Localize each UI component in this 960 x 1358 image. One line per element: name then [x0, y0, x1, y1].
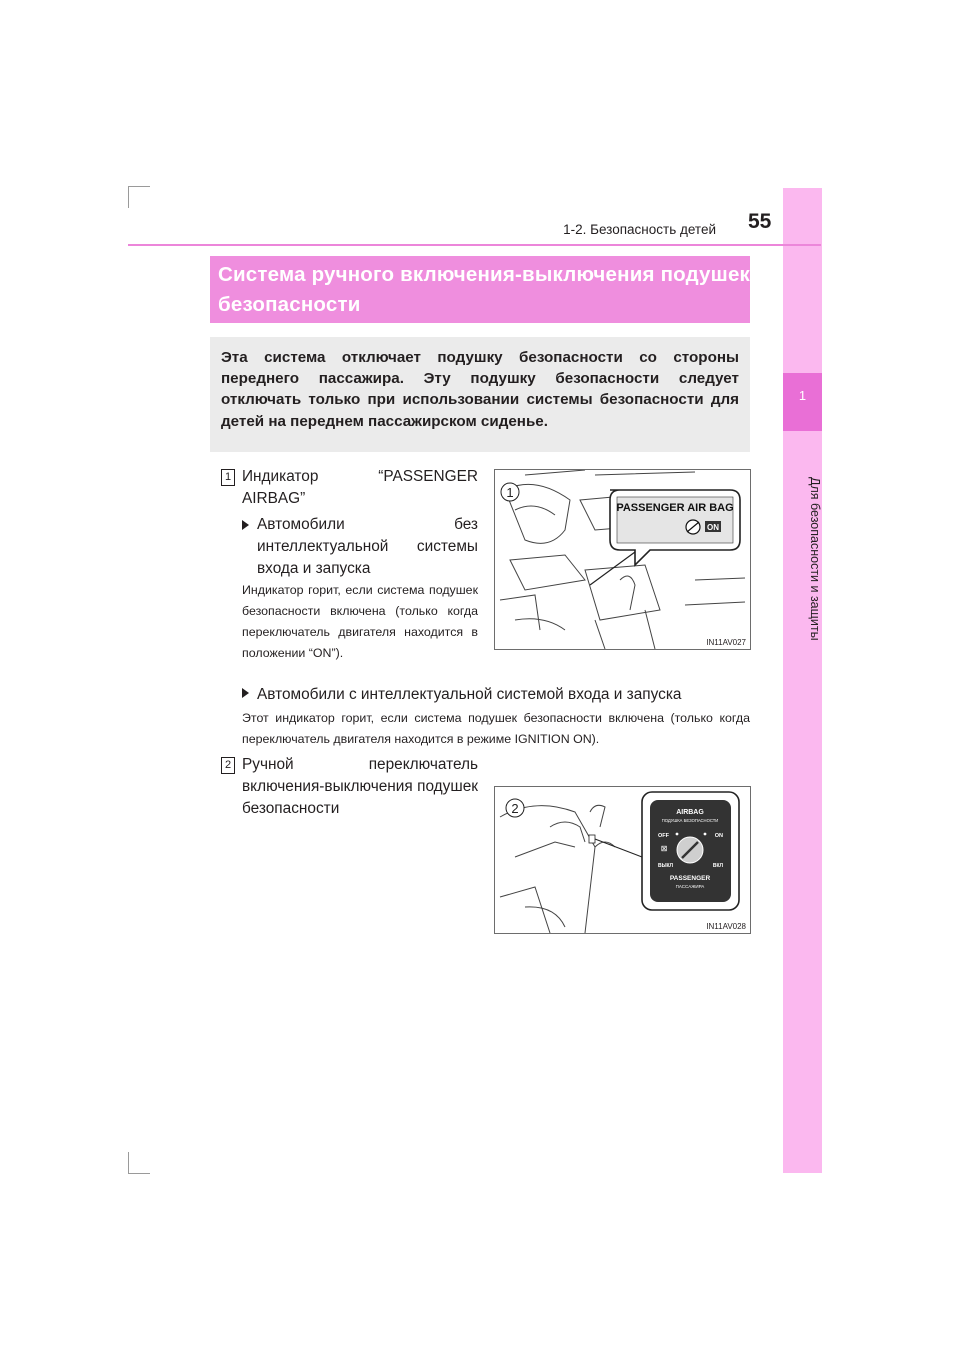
figure-dashboard-indicator [494, 469, 751, 650]
switch-passenger-ru-label: ПАССАЖИРА [675, 884, 705, 889]
switch-on-ru-label: ВКЛ [712, 863, 723, 869]
figure-airbag-switch [494, 786, 751, 934]
crop-mark-bottom-vertical [128, 1152, 129, 1174]
figure1-callout: 1 [506, 485, 514, 500]
section-title: 1-2. Безопасность детей [563, 222, 716, 237]
item2-heading: Ручной переключатель включения-выключения подушек безопасности [242, 756, 478, 817]
page-title-line2: безопасности [218, 293, 361, 316]
airbag-off-symbol-icon: ⊠ [660, 844, 668, 853]
chapter-number: 1 [798, 388, 807, 403]
item1-heading: Индикатор “PASSENGER AIRBAG” [242, 468, 478, 507]
page-title [210, 256, 750, 323]
header-rule [128, 244, 821, 246]
item-marker-1: 1 [221, 469, 235, 486]
item1-bullet2-text: Автомобили с интеллектуальной системой входа и запуска [257, 686, 682, 703]
figure2-code: IN11AV028 [706, 922, 746, 931]
figure1-code: IN11AV027 [706, 638, 746, 647]
figure2-callout: 2 [511, 801, 519, 816]
item1-note1: Индикатор горит, если система подушек безопасности включена (только когда переключатель двигателя находится в положении “ON”). [242, 583, 478, 660]
intro-text: Эта система отключает подушку безопасности со стороны переднего пассажира. Эту подушку безопасности следует отключать только при использовании системы безопасности для детей на переднем пассажирском сиденье. [221, 349, 739, 430]
bullet-arrow-icon [242, 520, 249, 530]
on-badge-text: ON [707, 523, 719, 532]
switch-passenger-label: PASSENGER [669, 875, 711, 882]
intro-box [210, 337, 750, 452]
passenger-airbag-label: PASSENGER AIR BAG [616, 502, 734, 514]
airbag-switch-illustration [495, 787, 750, 933]
crop-mark-top-vertical [128, 186, 129, 208]
bullet-arrow-icon [242, 688, 249, 698]
page-number: 55 [748, 210, 772, 233]
crop-mark-bottom-horizontal [128, 1173, 150, 1174]
chapter-title-vertical: Для безопасности и защиты [808, 477, 822, 641]
dashboard-illustration [495, 470, 750, 649]
item1-note2: Этот индикатор горит, если система подушек безопасности включена (только когда переключатель двигателя находится в режиме IGNITION ON). [242, 711, 750, 746]
crop-mark-top-horizontal [128, 186, 150, 187]
item-marker-2: 2 [221, 757, 235, 774]
item1-bullet1-text: Автомобили без интеллектуальной системы входа и запуска [257, 516, 478, 577]
switch-off-label: OFF [658, 833, 669, 839]
page-title-line1: Система ручного включения-выключения подушек [218, 263, 751, 286]
switch-airbag-title: AIRBAG [676, 809, 704, 816]
item1-bullet1 [242, 514, 478, 580]
item1-bullet2 [242, 684, 750, 706]
switch-airbag-subtitle: ПОДУШКА БЕЗОПАСНОСТИ [661, 818, 719, 823]
switch-on-label: ON [714, 833, 723, 839]
switch-off-ru-label: ВЫКЛ [658, 863, 674, 869]
